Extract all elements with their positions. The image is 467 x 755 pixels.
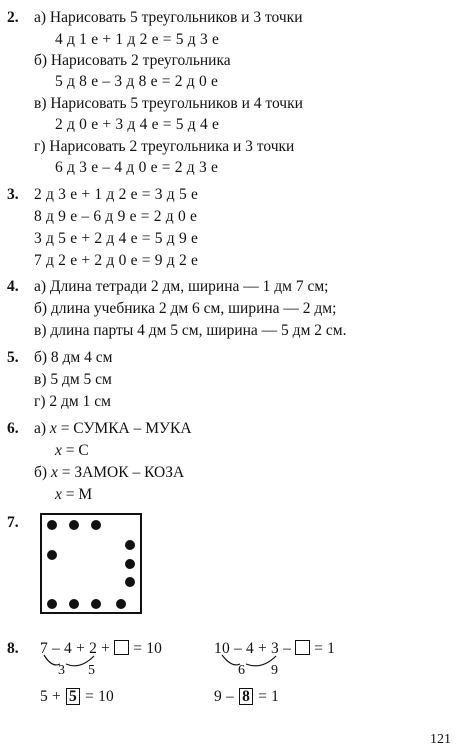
problem-2b-equation: 5 д 8 е – 3 д 8 е = 2 д 0 е	[55, 73, 219, 90]
problem-8-right-equation: 10 – 4 + 3 – = 1	[214, 640, 336, 657]
answer-box: 5	[66, 688, 80, 705]
problem-4-line: б) длина учебника 2 дм 6 см, ширина — 2 дм;	[34, 300, 337, 317]
problem-4-line: а) Длина тетради 2 дм, ширина — 1 дм 7 см;	[34, 278, 329, 295]
arc-left-2	[66, 656, 94, 666]
problem-6b-equation: б) x = ЗАМОК – КОЗА	[34, 464, 185, 481]
problem-3-line: 3 д 5 е + 2 д 4 е = 5 д 9 е	[34, 230, 199, 247]
problem-8-left-equation: 7 – 4 + 2 + = 10	[40, 640, 163, 657]
page-number: 121	[430, 732, 451, 747]
arc-left-1	[44, 655, 60, 665]
arc-right-1	[222, 655, 240, 665]
problem-2v-equation: 2 д 0 е + 3 д 4 е = 5 д 4 е	[55, 116, 220, 133]
arc-right-2	[246, 656, 276, 666]
problem-5-line: г) 2 дм 1 см	[34, 393, 111, 410]
answer-box: 8	[239, 688, 253, 705]
problem-4-number: 4.	[7, 278, 19, 295]
problem-4-line: в) длина парты 4 дм 5 см, ширина — 5 дм 2 см.	[34, 322, 347, 339]
problem-8-right-answer: 9 – 8 = 1	[214, 688, 280, 705]
problem-6a-equation: а) x = СУМКА – МУКА	[34, 420, 192, 437]
problem-6a-answer: x = С	[55, 442, 89, 459]
problem-3-line: 7 д 2 е + 2 д 0 е = 9 д 2 е	[34, 252, 199, 269]
problem-6-number: 6.	[7, 420, 19, 437]
problem-2-number: 2.	[7, 9, 19, 26]
problem-8-left-partial-b: 5	[88, 663, 95, 678]
problem-8-left-partial-a: 3	[58, 663, 65, 678]
problem-3-line: 2 д 3 е + 1 д 2 е = 3 д 5 е	[34, 186, 199, 203]
problem-2g-text: г) Нарисовать 2 треугольника и 3 точки	[34, 138, 295, 155]
problem-2b-text: б) Нарисовать 2 треугольника	[34, 52, 231, 69]
problem-8-left-answer: 5 + 5 = 10	[40, 688, 114, 705]
problem-2a-text: а) Нарисовать 5 треугольников и 3 точки	[34, 9, 303, 26]
problem-3-number: 3.	[7, 186, 19, 203]
problem-2a-equation: 4 д 1 е + 1 д 2 е = 5 д 3 е	[55, 31, 220, 48]
problem-5-line: в) 5 дм 5 см	[34, 371, 112, 388]
problem-8-right-partial-a: 6	[238, 663, 245, 678]
problem-7-number: 7.	[7, 514, 19, 531]
problem-2v-text: в) Нарисовать 5 треугольников и 4 точки	[34, 95, 303, 112]
problem-3-line: 8 д 9 е – 6 д 9 е = 2 д 0 е	[34, 208, 198, 225]
problem-5-number: 5.	[7, 349, 19, 366]
problem-5-line: б) 8 дм 4 см	[34, 349, 113, 366]
problem-6b-answer: x = М	[55, 486, 93, 503]
problem-8-number: 8.	[7, 640, 19, 657]
problem-8-right-partial-b: 9	[271, 663, 278, 678]
problem-2g-equation: 6 д 3 е – 4 д 0 е = 2 д 3 е	[55, 159, 219, 176]
